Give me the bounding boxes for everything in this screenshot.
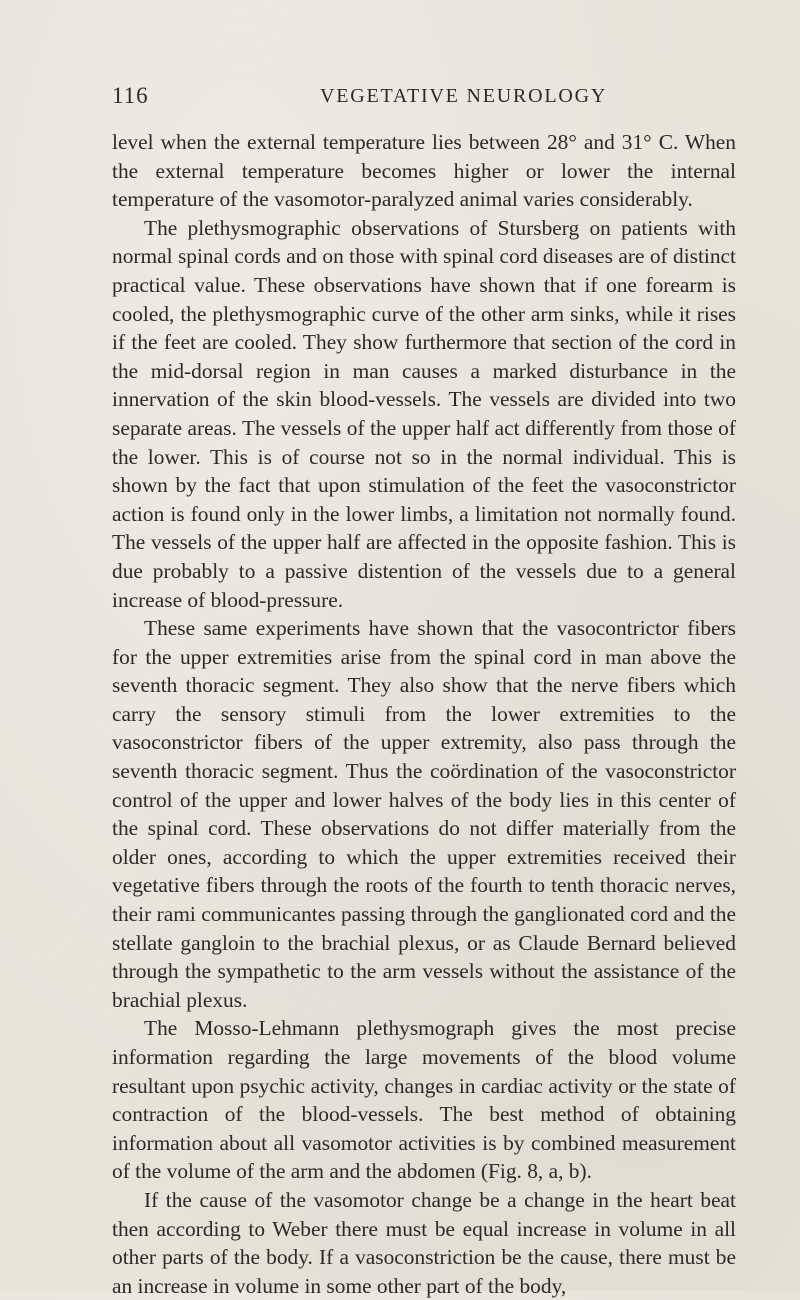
paragraph: level when the external temperature lies between 28° and 31° C. When the external temperature becomes higher or lower the internal temperature of the vasomotor-paralyzed animal varies considerably. xyxy=(112,130,736,212)
page-number: 116 xyxy=(112,83,149,108)
running-title: VEGETATIVE NEUROLOGY xyxy=(320,84,608,107)
body-text xyxy=(112,128,736,1300)
paragraph: These same experiments have shown that the vasocontrictor fibers for the upper extremities arise from the spinal cord in man above the seventh thoracic segment. They also show that the nerve fibers which carry the sensory stimuli from the lower extremities to the vasoconstrictor fibers of the upper extremity, also pass through the seventh thoracic segment. Thus the coördination of the vasoconstrictor control of the upper and lower halves of the body lies in this center of the spinal cord. These observations do not differ materially from the older ones, according to which the upper extremities received their vegetative fibers through the roots of the fourth to tenth thoracic nerves, their rami communicantes passing through the ganglionated cord and the stellate gangloin to the brachial plexus, or as Claude Bernard believed through the sympathetic to the arm vessels without the assistance of the brachial plexus. xyxy=(112,616,736,1012)
paragraph: The plethysmographic observations of Stursberg on patients with normal spinal cords and on those with spinal cord diseases are of distinct practical value. These observations have shown that if one forearm is cooled, the plethysmographic curve of the other arm sinks, while it rises if the feet are cooled. They show furthermore that section of the cord in the mid-dorsal region in man causes a marked disturbance in the innervation of the skin blood-vessels. The vessels are divided into two separate areas. The vessels of the upper half act differently from those of the lower. This is of course not so in the normal individual. This is shown by the fact that upon stimulation of the feet the vasoconstrictor action is found only in the lower limbs, a limitation not normally found. The vessels of the upper half are affected in the opposite fashion. This is due probably to a passive distention of the vessels due to a general increase of blood-pressure. xyxy=(112,215,736,612)
paragraph: If the cause of the vasomotor change be a change in the heart beat then according to Weber there must be equal increase in volume in all other parts of the body. If a vasoconstriction be the cause, there must be an increase in volume in some other part of the body, xyxy=(112,1187,736,1298)
paragraph: The Mosso-Lehmann plethysmograph gives the most precise information regarding the large movements of the blood volume resultant upon psychic activity, changes in cardiac activity or the state of contraction of the blood-vessels. The best method of obtaining information about all vasomotor activities is by combined measurement of the volume of the arm and the abdomen (Fig. 8, a, b). xyxy=(112,1016,736,1184)
running-head xyxy=(112,81,738,111)
